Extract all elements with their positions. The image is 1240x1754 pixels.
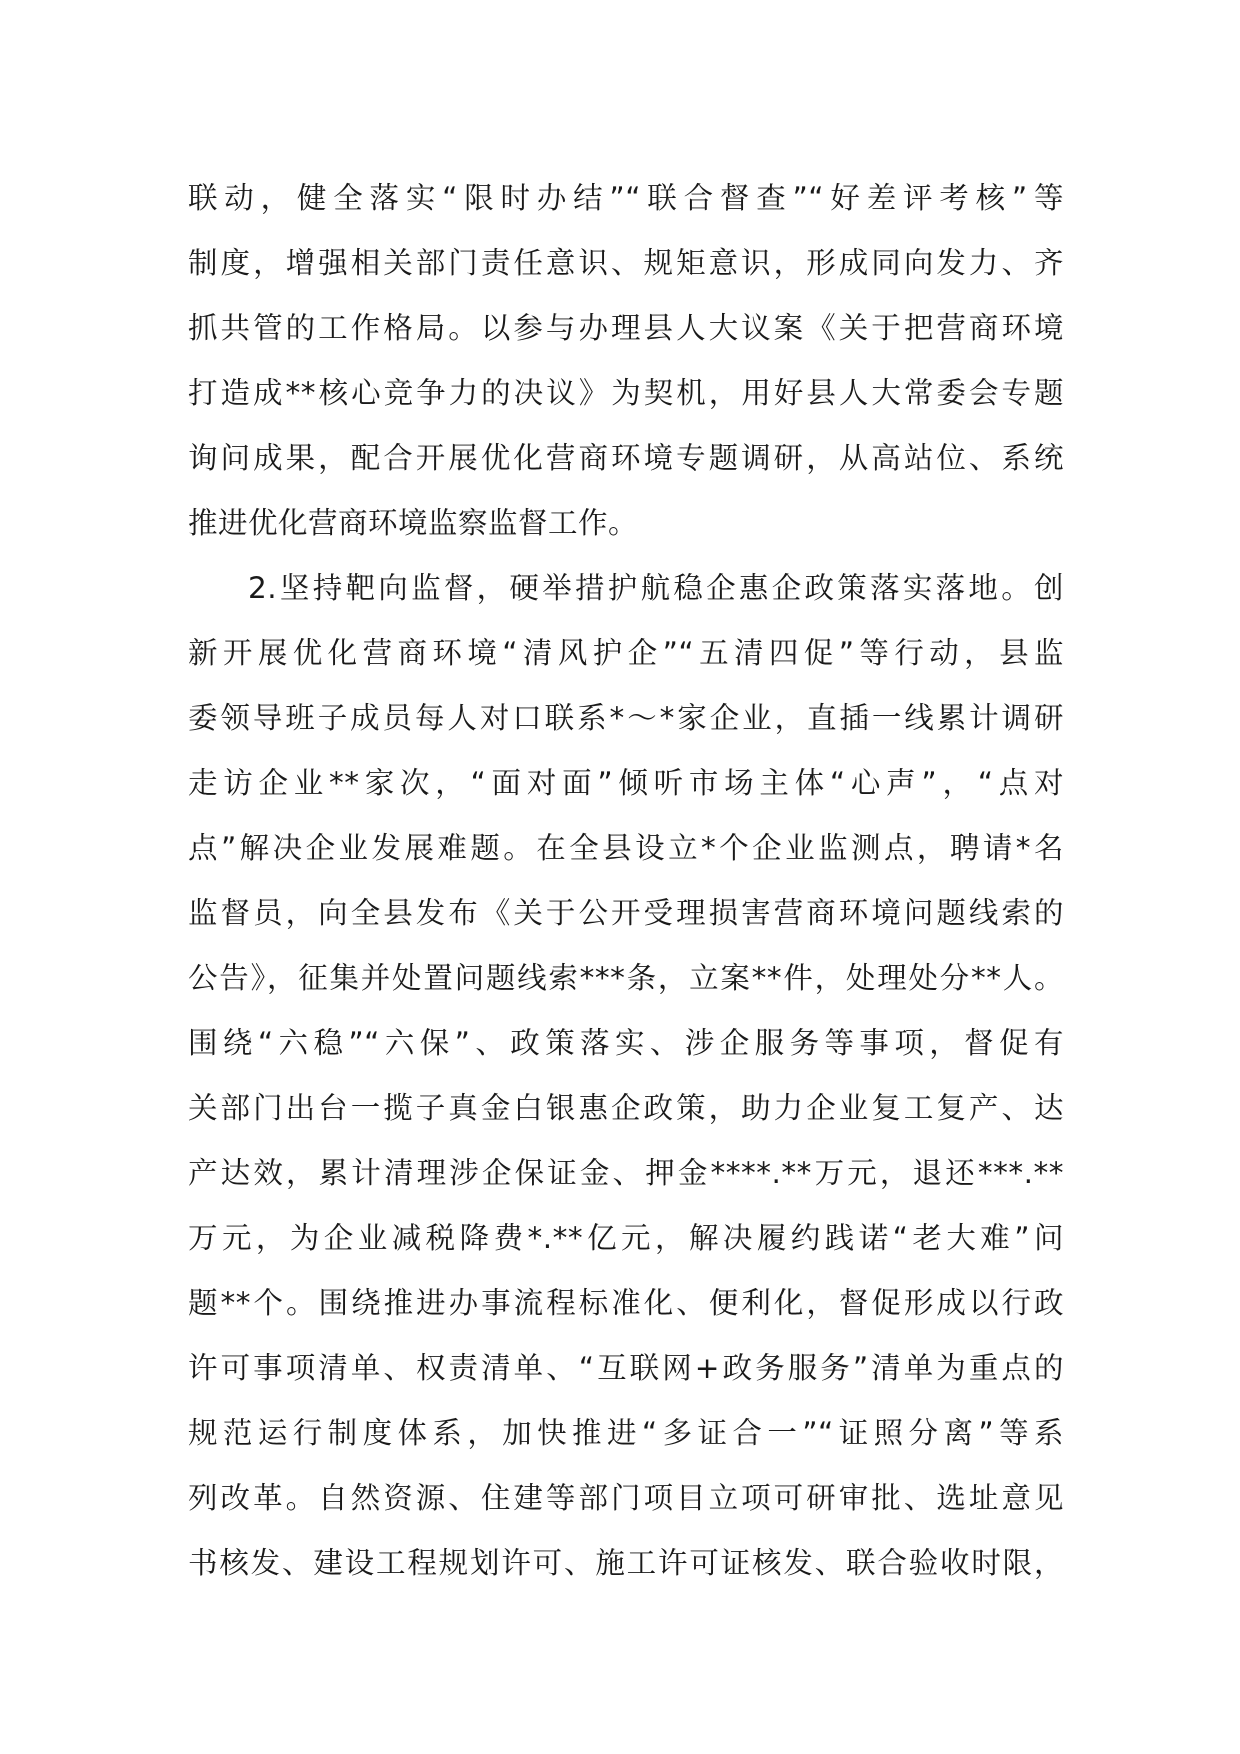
- text-line: 询问成果，配合开展优化营商环境专题调研，从高站位、系统: [188, 441, 1064, 475]
- text-line: 监督员，向全县发布《关于公开受理损害营商环境问题线索的: [188, 896, 1064, 930]
- text-line: 关部门出台一揽子真金白银惠企政策，助力企业复工复产、达: [188, 1091, 1064, 1125]
- text-line: 委领导班子成员每人对口联系*～*家企业，直插一线累计调研: [188, 701, 1064, 735]
- text-line: 2.坚持靶向监督，硬举措护航稳企惠企政策落实落地。创: [248, 571, 1064, 605]
- text-line: 许可事项清单、权责清单、“互联网+政务服务”清单为重点的: [188, 1351, 1064, 1385]
- text-line: 书核发、建设工程规划许可、施工许可证核发、联合验收时限，: [188, 1546, 1064, 1580]
- body-text: [188, 166, 1064, 1596]
- text-line: 联动，健全落实“限时办结”“联合督查”“好差评考核”等: [188, 181, 1064, 215]
- text-line: 产达效，累计清理涉企保证金、押金****.**万元，退还***.**: [188, 1156, 1064, 1190]
- text-line: 推进优化营商环境监察监督工作。: [188, 506, 639, 540]
- text-line: 规范运行制度体系，加快推进“多证合一”“证照分离”等系: [188, 1416, 1064, 1450]
- text-line: 公告》，征集并处置问题线索***条，立案**件，处理处分**人。: [188, 961, 1064, 995]
- text-line: 围绕“六稳”“六保”、政策落实、涉企服务等事项，督促有: [188, 1026, 1064, 1060]
- text-line: 题**个。围绕推进办事流程标准化、便利化，督促形成以行政: [188, 1286, 1064, 1320]
- text-line: 点”解决企业发展难题。在全县设立*个企业监测点，聘请*名: [188, 831, 1064, 865]
- text-line: 走访企业**家次，“面对面”倾听市场主体“心声”，“点对: [188, 766, 1064, 800]
- text-line: 万元，为企业减税降费*.**亿元，解决履约践诺“老大难”问: [188, 1221, 1064, 1255]
- text-line: 制度，增强相关部门责任意识、规矩意识，形成同向发力、齐: [188, 246, 1064, 280]
- paragraph-1: [188, 166, 1064, 556]
- text-line: 列改革。自然资源、住建等部门项目立项可研审批、选址意见: [188, 1481, 1064, 1515]
- text-line: 打造成**核心竞争力的决议》为契机，用好县人大常委会专题: [188, 376, 1064, 410]
- text-line: 新开展优化营商环境“清风护企”“五清四促”等行动，县监: [188, 636, 1064, 670]
- text-line: 抓共管的工作格局。以参与办理县人大议案《关于把营商环境: [188, 311, 1064, 345]
- paragraph-2: [188, 556, 1064, 1596]
